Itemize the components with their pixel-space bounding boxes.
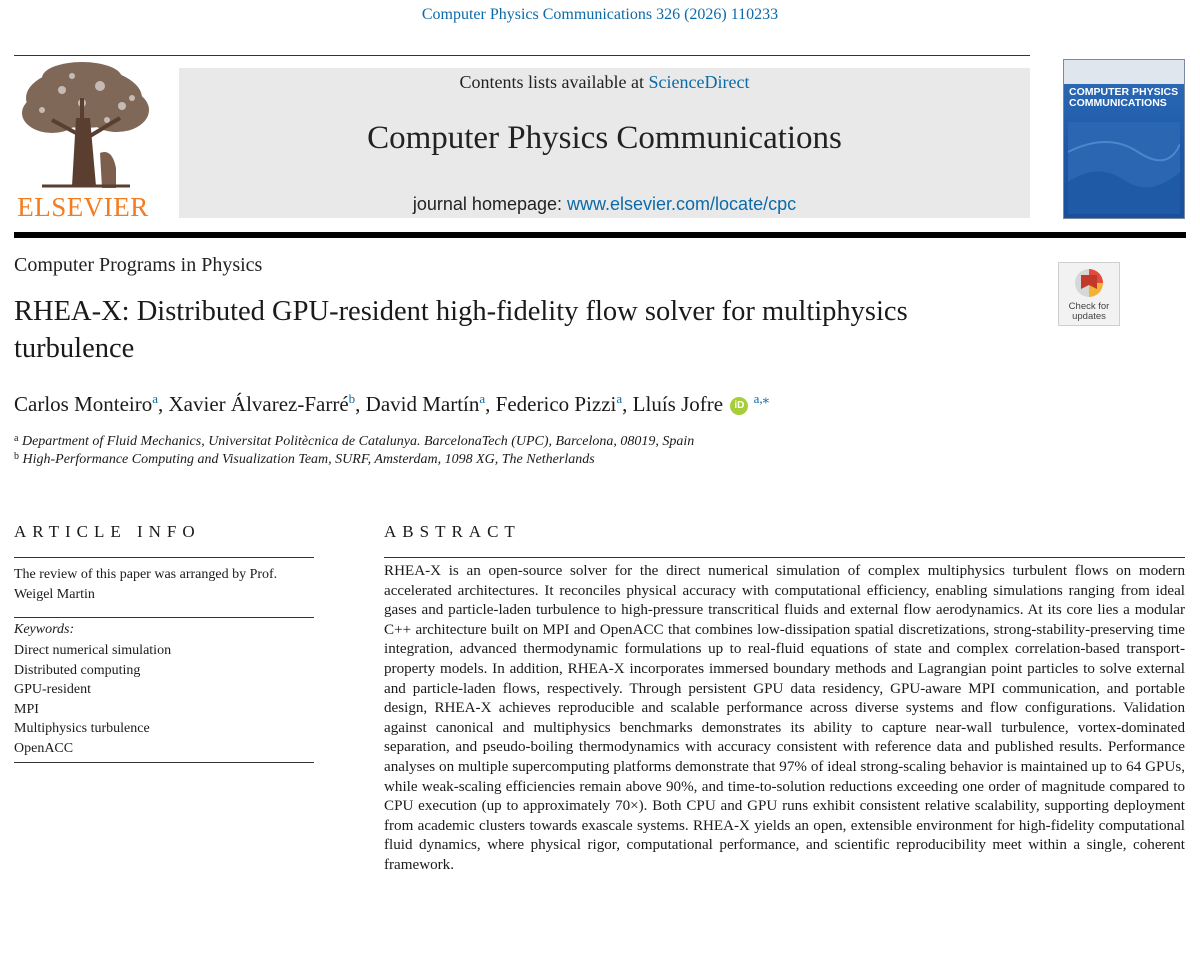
author-affiliation-mark[interactable]: b [348,391,356,406]
author-affiliation-mark[interactable]: a [616,391,623,406]
journal-banner [179,68,1030,218]
sciencedirect-link[interactable]: ScienceDirect [648,72,750,92]
author-separator: , [622,392,633,416]
citation-divider [14,55,1030,56]
check-for-updates-button[interactable] [1058,262,1120,326]
abstract-text: RHEA-X is an open-source solver for the direct numerical simulation of complex multiphysics turbulent flows on modern accelerated architectures. It reconciles physical accuracy with computational efficiency, enabling simulations ranging from ideal gases and particle-laden turbulence to high-pressure transcritical fluids and external flow aerodynamics. At its core lies a modular C++ architecture built on MPI and OpenACC that combines low-dissipation spatial discretizations, strong-stability-preserving time integration, advanced thermodynamic formulations up to real-fluid equations of state and complex correlation-based transport-property models. In addition, RHEA-X incorporates immersed boundary methods and Lagrangian point particles to solve external and particle-laden flows, respectively. Through persistent GPU data residency, GPU-aware MPI communication, and portable design, RHEA-X achieves reproducible and scalable performance across diverse systems and flow configurations. Validation against canonical and multiphysics benchmarks demonstrates its ability to capture near-wall turbulence, vortex-dominated separation, and pseudo-boiling thermodynamics with accuracy consistent with reference data and published results. Performance analyses on multiple supercomputing platforms demonstrate that 97% of ideal strong-scaling behavior is maintained up to 64 GPUs, while weak-scaling efficiencies remain above 90%, and time-to-solution reductions exceeding one order of magnitude compared to CPU execution (up to approximately 70×). Both CPU and GPU runs exhibit consistent relative scalability, supporting deployment from academic clusters towards exascale systems. RHEA-X yields an open, extensible environment for high-fidelity computational fluid dynamics, where physical rigor, computational performance, and scientific reproducibility meet within a single, coherent framework. [384,563,1185,873]
author-name[interactable]: Federico Pizzi [495,392,617,416]
affiliation-text: High-Performance Computing and Visualization Team, SURF, Amsterdam, 1098 XG, The Netherlands [22,452,595,467]
header-divider [14,232,1186,238]
author-affiliation-mark[interactable]: a [152,391,159,406]
author-separator: , [485,392,496,416]
author-separator: , [158,392,169,416]
keywords-list [14,641,171,758]
journal-citation[interactable]: Computer Physics Communications 326 (2026) 110233 [421,6,779,23]
keyword-item: Distributed computing [14,662,141,678]
check-updates-label: Check for updates [1068,301,1110,322]
homepage-prefix: journal homepage: [412,194,567,214]
author-affiliation-mark[interactable]: a,⁎ [753,391,770,406]
check-updates-icon [1059,263,1119,303]
abstract-divider [384,557,1185,558]
author-name[interactable]: David Martín [365,392,480,416]
paper-title: RHEA-X: Distributed GPU-resident high-fidelity flow solver for multiphysics turbulence [14,296,908,364]
article-info-heading: ARTICLE INFO [14,522,201,541]
journal-name: Computer Physics Communications [367,120,842,156]
affiliation-a [14,433,694,450]
keyword-item: Multiphysics turbulence [14,721,150,736]
review-note: The review of this paper was arranged by Prof. Weigel Martin [14,567,278,602]
author-affiliation-mark[interactable]: a [479,391,486,406]
keywords-divider [14,617,314,618]
article-info-divider [14,557,314,558]
author-separator: , [355,392,366,416]
author-name[interactable]: Xavier Álvarez-Farré [168,392,349,416]
keyword-item: OpenACC [14,740,74,756]
author-name[interactable]: Carlos Monteiro [14,392,153,416]
author-list [14,391,1184,417]
affiliation-b [14,451,595,468]
keyword-item: Direct numerical simulation [14,643,172,658]
keyword-item: GPU-resident [14,682,91,697]
contents-prefix: Contents lists available at [459,72,649,92]
affiliation-mark: a [14,433,19,444]
journal-homepage-link[interactable]: www.elsevier.com/locate/cpc [567,194,797,214]
affiliation-mark: b [14,451,19,462]
affiliation-text: Department of Fluid Mechanics, Universitat Politècnica de Catalunya. BarcelonaTech (UPC), Barcelona, 08019, Spain [21,434,695,449]
section-label: Computer Programs in Physics [14,254,263,276]
orcid-icon[interactable]: iD [730,397,748,415]
homepage-line [179,194,1030,215]
article-info-bottom-divider [14,762,314,763]
elsevier-wordmark: ELSEVIER [17,192,149,222]
keywords-heading: Keywords: [14,622,75,637]
journal-cover-image[interactable] [1063,59,1185,219]
cover-header-strip [1064,60,1184,84]
author-name[interactable]: Lluís Jofre [632,392,724,416]
abstract-heading: ABSTRACT [384,522,521,541]
cover-title: COMPUTER PHYSICS COMMUNICATIONS [1069,86,1179,109]
cover-artwork [1068,122,1180,214]
keyword-item: MPI [14,701,39,717]
contents-line [179,72,1030,93]
